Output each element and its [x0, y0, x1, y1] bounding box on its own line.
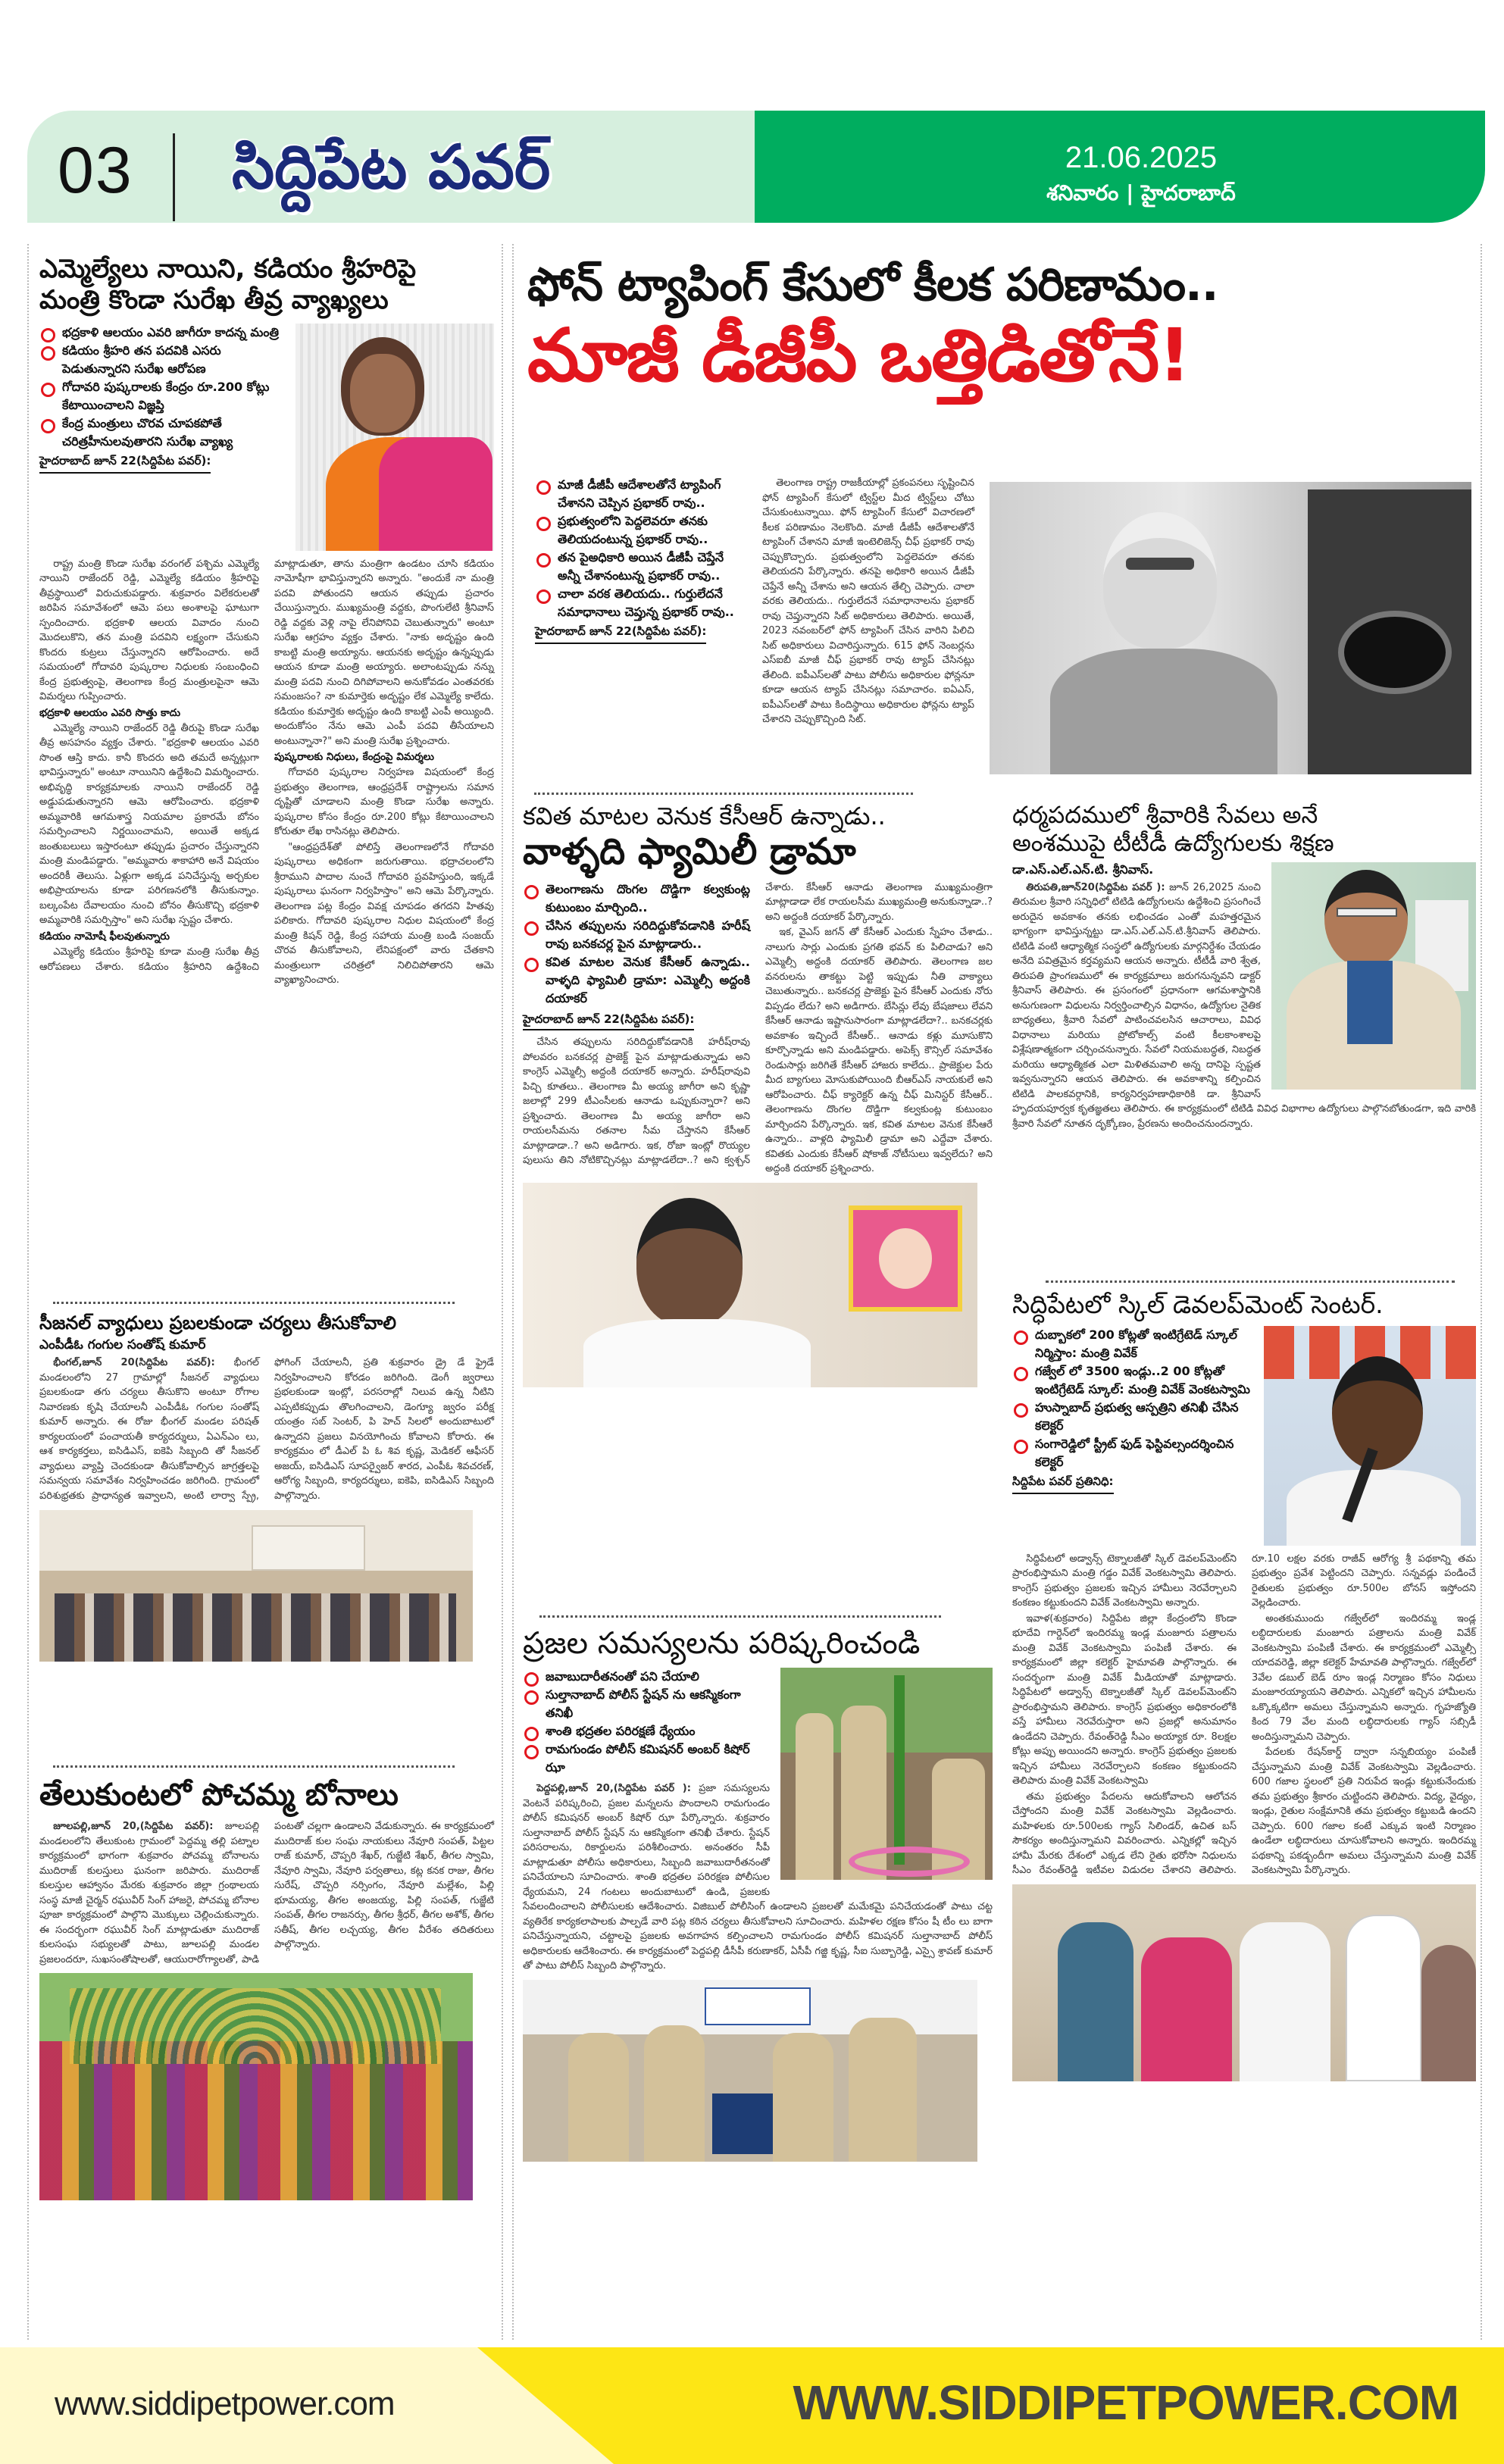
highlight-item: చాలా వరక తెలియదు.. గుర్తులేదనే సమాధానాలు చెప్తున్న ప్రభాకర్ రావు..	[535, 585, 747, 621]
surekha-highlights	[39, 324, 494, 451]
seasonal-body	[39, 1356, 494, 1504]
highlight-item: భద్రకాళి ఆలయం ఎవరి జాగీరూ కాదన్న మంత్రి	[39, 324, 494, 342]
srinivas-photo	[1271, 862, 1476, 1090]
phone-tapping-dateline: హైదరాబాద్ జూన్ 22(సిద్దిపేట పవర్):	[535, 624, 706, 644]
paper-name-logo: సిద్దిపేట పవర్	[232, 132, 551, 202]
phone-tapping-headline-2: మాజీ డీజీపీ ఒత్తిడితోనే!	[527, 313, 1190, 398]
ttd-headline-line2: అంశముపై టీటీడీ ఉద్యోగులకు శిక్షణ	[1012, 830, 1334, 858]
issue-date: 21.06.2025	[1065, 141, 1218, 174]
ttd-dateline: తిరుపతి,జూన్20(సిద్దిపేట పవర్ ):	[1026, 881, 1165, 893]
kcr-paragraph: ఇక, వైఎస్ జగన్ తో కేసీఆర్ ఎందుకు స్నేహం చేశాడు.. నాలుగు సార్లు ఎందుకు ప్రగతి భవన్ కు పిలిచాడు? అని ఎమ్మెల్సీ అద్దంకి దయాకర్ తెలిపారు. తెలంగాణ జల వనరులను తాకట్టు పెట్టి ఇప్పుడు నీతి వాక్యాలు చెబుతున్నారు.. బనకచర్ల ప్రాజెక్టు పైన కేసీఆర్ ఎందుకు నోరు విప్పడం లేదు? అని అడిగారు. బేసిన్లు లేవు బేషజాలు లేవని కేసీఆర్ ఆనాడు ఇష్టానుసారంగా మాట్లాడలేదా?.. బనకచర్లకు అవకాశం ఇచ్చిందే కేసీఆర్.. ఆనాడు కళ్లు మూసుకొని కూర్చొన్నాడు అని మండిపడ్డారు. అపెక్స్ కౌన్సిల్ సమావేశం రెండుసార్లు జరిగితే కేసీఆర్ హాజరు కాలేదు.. ప్రాజెక్టుల పేరు మీద బ్యాగులు మోసుకుపోయింది బీఆర్ఎస్ నాయకులే అని ఆరోపించారు. చీఫ్ క్యారెక్టర్ ఉన్న చీఫ్ మినిస్టర్ కేసీఆర్.. తెలంగాణను దొంగల దొడ్డిగా కల్వకుంట్ల కుటుంబం మార్చిందని పేర్కొన్నారు. ఇక, కవిత మాటల వెనుక కేసీఆరే ఉన్నారు.. వాళ్లది ఫ్యామిలీ డ్రామా అని ఎద్దేవా చేశారు. కవితకు ఎందుకు కేసీఆర్ షోకాజ్ నోటీసులు ఇవ్వలేదు? అని అద్దంకి దయాకర్ ప్రశ్నించారు.	[765, 927, 993, 1175]
ttd-headline	[1012, 802, 1476, 858]
phone-tapping-story	[527, 258, 1474, 407]
highlight-item: కవిత మాటల వెనుక కేసీఆర్ ఉన్నాడు.. వాళ్ళది ఫ్యామిలీ డ్రామా: ఎమ్మెల్సీ అద్దంకి దయాకర్	[523, 953, 750, 1008]
highlight-item: తన పైఅధికారి అయిన డీజీపీ చెప్తేనే అన్నీ చేశానంటున్న ప్రభాకర్ రావు..	[535, 549, 747, 585]
surekha-paragraph: ఎమ్మెల్యే నాయిని రాజేందర్ రెడ్డి తీరుపై కొండా సురేఖ తీవ్ర అసహనం వ్యక్తం చేశారు. "భద్రకాళి ఆలయం ఎవరి సొంత ఆస్తి కాదు. కానీ కొందరు అది తమదే అన్నట్లుగా భావిస్తున్నారు" అంటూ నాయినిని ఉద్దేశించి విమర్శించారు. అభివృద్ధి కార్యక్రమాలకు నాయిని రాజేందర్ రెడ్డి అడ్డుపడుతున్నారని ఆమె ఆరోపించారు. భద్రకాళి అమ్మవారికి ఆగమశాస్త్ర నియమాల ప్రకారమే బోనం సమర్పించాలని నిర్ణయించామని, అయితే అక్కడ జంతుబలులు ఇస్తారంటూ తప్పుడు ప్రచారం చేస్తున్నారని మంత్రి మండిపడ్డారు. "అమ్మవారు శాకాహారి అనే విషయం అందరికీ తెలుసు. ఏళ్లుగా అక్కడ పనిచేస్తున్న అర్చకుల అభిప్రాయాలను కూడా పరిగణనలోకి తీసుకున్నాం. బల్కంపేట దేవాలయం నుంచి బోనం తీసుకొచ్చి భద్రకాళి అమ్మవారికి సమర్పిస్తాం" అని సురేఖ స్పష్టం చేశారు.	[39, 722, 259, 927]
highlight-item: గోదావరి పుష్కరాలకు కేంద్రం రూ.200 కోట్లు కేటాయించాలని విజ్ఞప్తి	[39, 378, 494, 414]
highlight-item: చేసిన తప్పులను సరిదిద్దుకోవడానికి హరీష్ రావు బనకచర్ల పైన మాట్లాడారు..	[523, 917, 750, 953]
police-paragraph: ప్రజా సమస్యలను వెంటనే పరిష్కరించి, ప్రజల మన్నలను పొందాలని రామగుండం పోలీస్ కమిషనర్ అంబర్ కిషోర్ ఝా పేర్కొన్నారు. శుక్రవారం సుల్తానాబాద్ పోలీస్ స్టేషన్ ను ఆకస్మికంగా తనిఖీ చేశారు. స్టేషన్ పరిసరాలను, రికార్డులను పరిశీలించారు. అనంతరం సీపీ మాట్లాడుతూ పోలీసు అధికారులు, సిబ్బంది జవాబుదారీతనంతో పనిచేయాలని సూచించారు. శాంతి భద్రతల పరిరక్షణ పోలీసుల ధ్యేయమని, 24 గంటలు అందుబాటులో ఉండి, ప్రజలకు సేవలందించాలని పోలీసులకు ఆదేశించారు. విజిబుల్ పోలీసింగ్ ఉండాలని ప్రజలతో మమేకమై పనిచేయడంతో పాటు చట్ట వ్యతిరేక కార్యకలాపాలకు పాల్పడే వారి పట్ల కఠిన చర్యలు తీసుకోవాలని సూచించారు. మహిళల రక్షణ కోసం షీ టీం లు బాగా పనిచేస్తున్నాయని, చట్టాలపై ప్రజలకు అవగాహన కల్పించాలని రామగుండం పోలీస్ కమిషనర్ సుల్తానాబాద్ పోలీస్ అధికారులకు ఆదేశించారు. ఈ కార్యక్రమంలో పెద్దపల్లి డీసీపీ కరుణాకర్, ఏసీపీ గజ్జి కృష్ణ, సీఐ సుబ్బారెడ్డి, ఎస్సై శ్రావణ్ కుమార్ తో పాటు పోలీస్ సిబ్బంది పాల్గొన్నారు.	[523, 1783, 993, 1972]
phone-tapping-paragraph: తెలంగాణ రాష్ట్ర రాజకీయాల్లో ప్రకంపనలు సృష్టించిన ఫోన్ ట్యాపింగ్ కేసులో ట్విస్ట్‌ల మీద ట్విస్ట్‌లు చోటు చేసుకుంటున్నాయి. ఫోన్ ట్యాపింగ్ కేసులో విచారణలో కీలక పరిణామం నెలకొంది. మాజీ డీజీపీ ఆదేశాలతోనే ట్యాపింగ్ చేశానని మాజీ ఇంటెలిజెన్స్ చీఫ్ ప్రభాకర్ రావు చెప్పుకొచ్చారు. ప్రభుత్వంలోని పెద్దలెవరూ తనకు తెలియదని పేర్కొన్నారు. తనపై అధికారి అయిన డీజీపీ చెప్తేనే అన్నీ చేశాను అని ఆయన తేల్చి చెప్పారు. చాలా వరకు తెలియదు.. గుర్తులేదనే సమాధానాలను ప్రభాకర్ రావు చెప్తున్నారని సిట్ అధికారులు తెలిపారు. అయితే, 2023 నవంబర్‌లో ఫోన్ ట్యాపింగ్ చేసిన వారిని పిలిచి సిట్ అధికారులు విచారిస్తున్నారు. 615 ఫోన్ నెంబర్లను ఎస్ఐబీ మాజీ చీఫ్ ప్రభాకర్ రావు ట్యాప్ చేసినట్లు తేలింది. ఐపీఎస్‌లతో పాటు పోలీసు అధికారుల ఫోన్లనూ కూడా ఆయన ట్యాప్ చేసినట్లు సమాచారం. ఐఏఎస్, ఐపీఎస్‌లతో పాటు కిందిస్థాయి అధికారుల ఫోన్లను ట్యాప్ చేశారని చెప్పుకొచ్చింది సిట్.	[762, 477, 974, 725]
seasonal-meeting-photo	[39, 1510, 473, 1662]
highlight-item: ప్రభుత్వంలోని పెద్దలెవరూ తనకు తెలియదంటున్న ప్రభాకర్ రావు..	[535, 512, 747, 549]
surekha-paragraph: "ఆంధ్రప్రదేశ్‌తో పోలిస్తే తెలంగాణలోనే గోదావరి పుష్కరాలు అధికంగా జరుగుతాయి. భద్రాచలంలోని శ్రీరాముని పాదాల నుంచే గోదావరి ప్రవహిస్తుంది, ఇక్కడే పుష్కరాలు ఘనంగా నిర్వహిస్తాం" అని ఆమె పేర్కొన్నారు. తెలంగాణ పట్ల కేంద్రం వివక్ష చూపడం తగదని హితవు పలికారు. గోదావరి పుష్కరాల నిధుల విషయంలో కేంద్ర మంత్రి కిషన్ రెడ్డి, కేంద్ర సహాయ మంత్రి బండి సంజయ్ చొరవ తీసుకోవాలని, లేనిపక్షంలో వారు చేతకాని మంత్రులుగా చరిత్రలో నిలిచిపోతారని ఆమె వ్యాఖ్యానించారు.	[274, 841, 494, 987]
surekha-body	[39, 557, 494, 988]
highlight-item: మాజీ డీజీపీ ఆదేశాలతోనే ట్యాపింగ్ చేశానని చెప్పిన ప్రభాకర్ రావు..	[535, 476, 747, 512]
kcr-headline-1: కవిత మాటల వెనుక కేసీఆర్ ఉన్నాడు..	[523, 802, 886, 830]
bonalu-body	[39, 1819, 494, 1967]
highlight-item: కేంద్ర మంత్రులు చొరవ చూపకపోతే చరిత్రహీనులవుతారని సురేఖ వ్యాఖ్య	[39, 414, 494, 451]
divider	[539, 1615, 941, 1618]
masthead-left-panel	[27, 111, 755, 223]
surekha-paragraph: గోదావరి పుష్కరాల నిర్వహణ విషయంలో కేంద్ర ప్రభుత్వం తెలంగాణ, ఆంధ్రప్రదేశ్ రాష్ట్రాలను సమాన దృష్టితో చూడాలని మంత్రి కొండా సురేఖ అన్నారు. పుష్కరాల కోసం కేంద్రం రూ.200 కోట్లు కేటాయించాలని కోరుతూ లేఖ రాసినట్లు తెలిపారు.	[274, 767, 494, 838]
skill-highlights	[1012, 1326, 1476, 1471]
police-story	[523, 1625, 993, 2162]
prabhakar-rao-photo	[990, 482, 1471, 774]
skill-paragraph: తమ ప్రభుత్వం పేదలను ఆదుకోవాలని ఆలోచన చేస్తోందని మంత్రి వివేక్ వెంకటస్వామి వెల్లడించారు. మహిళలకు రూ.500లకు గ్యాస్ సిలిండర్, ఉచిత బస్ సౌకర్యం అందిస్తున్నామని వివరించారు. ఎన్నికల్లో ఇచ్చిన హామీ మేరకు దేశంలో ఎక్కడ లేని రైతు భరోసా నిధులను సీఎం రేవంత్‌రెడ్డి ఇటీవల విడుదల చేశారని తెలిపారు. రూ.10 లక్షల వరకు రాజీవ్ ఆరోగ్య శ్రీ పథకాన్ని తమ ప్రభుత్వం ప్రవేశ పెట్టిందని చెప్పారు. సన్నవడ్లు పండించే రైతులకు ప్రభుత్వం రూ.500ల బోనస్ ఇస్తోందని వెల్లడించారు.	[1012, 1553, 1476, 1877]
skill-paragraph: సిద్ధిపేటలో అడ్వాన్స్ టెక్నాలజీతో స్కిల్ డెవలప్‌మెంట్‌ని ప్రారంభిస్తామని మంత్రి గడ్డం వివేక్ వెంకటస్వామి తెలిపారు. కాంగ్రెస్ ప్రభుత్వం ప్రజలకు ఇచ్చిన హామీలు నెరవేర్చాలని కంకణం కట్టుకుందని వివేక్ వెంకటస్వామి అన్నారు.	[1012, 1553, 1237, 1609]
highlight-item: కడియం శ్రీహరి తన పదవికి ఎసరు పెడుతున్నారని సురేఖ ఆరోపణ	[39, 342, 494, 378]
skill-paragraph: పేదలకు రేషన్‌కార్డ్ ద్వారా సన్నబియ్యం పంపిణీ చేస్తున్నామని మంత్రి వివేక్ వెంకటస్వామి వెల్లడించారు. 600 గజాల స్థలంలో ప్రతి నిరుపేద ఇండ్లు కట్టుకునేందుకు తమ ప్రభుత్వం శ్రీకారం చుట్టిందని తెలిపారు. విద్య, వైద్యం, ఇండ్లు, రైతుల సంక్షేమానికి తమ ప్రభుత్వం కట్టుబడి ఉందని చెప్పారు. 600 గజాల కంటే ఎక్కువ ఇంటి నిర్మాణం ఉండేలా లబ్ధిదారులు చూసుకోవాలని అన్నారు. ఇందిరమ్మ పథకాన్ని పకడ్బందీగా అమలు చేస్తున్నామని మంత్రి వివేక్ వెంకటస్వామి పేర్కొన్నారు.	[1252, 1746, 1476, 1877]
divider	[1046, 1280, 1455, 1283]
divider	[53, 1302, 455, 1304]
footer-banner	[0, 2347, 1504, 2464]
surekha-headline-line1: ఎమ్మెల్యేలు నాయిని, కడియం శ్రీహరిపై	[39, 254, 417, 284]
kcr-headline-2: వాళ్ళది ఫ్యామిలీ డ్రామా	[523, 830, 856, 874]
highlight-item: సుల్తానాబాద్ పోలీస్ స్టేషన్ ను ఆకస్మికంగా తనిఖీ	[523, 1686, 993, 1722]
highlight-item: జవాబుదారీతనంతో పని చేయాలి	[523, 1668, 993, 1686]
skill-paragraph: అంతకుముందు గజ్వేల్‌లో ఇందిరమ్మ ఇండ్ల లబ్ధిదారులకు మంజూరు పత్రాలను మంత్రి వివేక్ వెంకటస్వామి పంపిణీ చేశారు. ఈ కార్యక్రమంలో ఎమ్మెల్సీ యాదవరెడ్డి, జిల్లా కలెక్టర్ హేమావతి పాల్గొన్నారు. గజ్వేల్‌లో 3వేల డబుల్ బెడ్ రూం ఇండ్ల నిర్మాణం కోసం నిధులు మంజూరయ్యాయని తెలిపారు. ఎన్నికలో ఇచ్చిన హామీలను ఒక్కొక్కటిగా అమలు చేస్తున్నామని అన్నారు. గృహజ్యోతి కింద 79 వేల మంది లబ్ధిదారులకు గ్యాస్ సబ్సిడీ అందిస్తున్నామని చెప్పారు.	[1252, 1612, 1476, 1743]
footer-website-banner[interactable]: WWW.SIDDIPETPOWER.COM	[793, 2375, 1459, 2430]
surekha-subhead-1: భద్రకాళి ఆలయం ఎవరి సొత్తు కాదు	[39, 706, 180, 719]
phone-tapping-highlights	[535, 476, 747, 621]
kcr-highlights	[523, 880, 750, 1008]
highlight-item: శాంతి భద్రతల పరిరక్షణే ధ్యేయం	[523, 1722, 993, 1740]
masthead-divider	[173, 133, 175, 221]
ttd-byline: డా.ఎస్.ఎల్.ఎన్.టి. శ్రీనివాస్.	[1012, 862, 1154, 877]
highlight-item: దుబ్బాకలో 200 కోట్లతో ఇంటిగ్రేటెడ్ స్కూల్ నిర్మిస్తాం: మంత్రి వివేక్	[1012, 1326, 1476, 1362]
page-number: 03	[58, 134, 133, 207]
masthead	[27, 111, 1485, 224]
phone-tapping-body	[762, 476, 974, 728]
phone-tapping-headline-1: ఫోన్ ట్యాపింగ్ కేసులో కీలక పరిణామం..	[527, 258, 1218, 311]
kcr-body	[523, 880, 993, 1177]
ttd-headline-line1: ధర్మపదములో శ్రీవారికి సేవలు అనే	[1012, 802, 1318, 829]
surekha-subhead-3: పుష్కరాలకు నిధులు, కేంద్రంపై విమర్శలు	[274, 751, 434, 764]
highlight-item: సంగారెడ్డిలో స్ట్రీట్ ఫుడ్ ఫెస్టివల్సందర్శించిన కలెక్టర్	[1012, 1435, 1476, 1471]
phone-tapping-text	[535, 476, 974, 728]
kcr-dateline: హైదరాబాద్ జూన్ 22(సిద్దిపేట పవర్):	[523, 1011, 694, 1031]
highlight-item: తెలంగాణను దొంగల దొడ్డిగా కల్వకుంట్ల కుటుంబం మార్చింది..	[523, 880, 750, 917]
divider	[53, 1765, 455, 1768]
surekha-paragraph: ఎమ్మెల్యే కడియం శ్రీహరిపై కూడా మంత్రి సురేఖ తీవ్ర ఆరోపణలు చేశారు. కడియం శ్రీహరిని ఉద్దేశించి మాట్లాడుతూ, తాను మంత్రిగా ఉండటం చూసి కడియం నామోషీగా భావిస్తున్నారని అన్నారు. "అందుకే నా మంత్రి పదవి పోతుందని ఆయన తప్పుడు ప్రచారం చేయిస్తున్నారు. ముఖ్యమంత్రి వద్దకు, పొంగులేటి శ్రీనివాస్ రెడ్డి వద్దకు వెళ్లి నాపై లేనిపోనివి చెబుతున్నారు" అంటూ సురేఖ ఆగ్రహం వ్యక్తం చేశారు. "నాకు అదృష్టం ఉంది కాబట్టి మంత్రి అయ్యాను. ఆయనకు అదృష్టం ఉన్నప్పుడు ఆయన కూడా మంత్రి అయ్యారు. అలాంటప్పుడు నన్ను మంత్రి పదవి నుంచి దిగిపోవాలని అనుకోవడం ఎంతవరకు సమంజసం? నా కుమార్తెకు అదృష్టం లేక ఎమ్మెల్యే కాలేదు. కడియం కుమార్తెకు అదృష్టం ఉంది కాబట్టి ఎంపీ అయ్యింది. అందుకోసం నేను ఆమె ఎంపీ పదవి తీసేయాలని అంటున్నానా?" అని మంత్రి సురేఖ ప్రశ్నించారు.	[39, 558, 494, 973]
highlight-item: హుస్నాబాద్ ప్రభుత్వ ఆస్పత్రిని తనిఖీ చేసిన కలెక్టర్	[1012, 1399, 1476, 1435]
seasonal-dateline: భీంగల్,జూన్ 20(సిద్దిపేట పవర్):	[53, 1357, 215, 1369]
issue-day-place: శనివారం | హైదరాబాద్	[1046, 180, 1236, 205]
footer-website-link[interactable]: www.siddipetpower.com	[55, 2385, 395, 2422]
bonalu-paragraph: జూలపల్లి మండలంలోని తేలుకుంట గ్రామంలో పెద్దమ్మ తల్లి పట్నాల కార్యక్రమంలో భాగంగా శుక్రవారం పోచమ్మ బోనాలను ముదిరాజ్ కులస్తులు ఘనంగా జరిపారు. ముదిరాజ్ కులస్తుల ఆహ్వానం మేరకు శుక్రవారం జిల్లా గ్రంథాలయ సంస్థ మాజీ చైర్మన్ రఘువీర్ సింగ్ హాజరై, పోచమ్మ బోనాల పూజా కార్యక్రమంలో పాల్గొని మొక్కులు చెల్లించుకున్నారు. ఈ సందర్భంగా రఘువీర్ సింగ్ మాట్లాడుతూ ముదిరాజ్ కులసంఘ సభ్యులతో పాటు, జూలపల్లి మండల ప్రజలందరూ, సుఖసంతోషాలతో, ఆయురారోగ్యాలతో, పాడి పంటతో చల్లగా ఉండాలని వేడుకున్నారు. ఈ కార్యక్రమంలో ముదిరాజ్ కుల సంఘ నాయకులు నేవూరి సంపత్, పిట్టల రాజ్ కుమార్, చొప్పరి శేఖర్, గుజ్జేటి శేఖర్, తీగల స్వామి, నేవూరి స్వామి, నేవూరి పర్వతాలు, కట్ల కనక రాజు, తీగల సురేష్, చొప్పరి నర్సింగం, నేవూరి మల్లేశం, పిల్లి భూమయ్య, తీగల అంజయ్య, పిల్లి సంపత్, గుజ్జేటి సంపత్, తీగల రాజనర్సు, తీగల శ్రీధర్, తీగల అశోక్, తీగల సతీష్, తీగల లచ్చయ్య, తీగల వీరేశం తదితరులు పాల్గొన్నారు.	[39, 1821, 494, 1965]
skill-body	[1012, 1552, 1476, 1879]
surekha-subhead-2: కడియం నామోషీ ఫీలవుతున్నారు	[39, 930, 170, 943]
police-highlights	[523, 1668, 993, 1777]
ttd-story	[1012, 802, 1476, 1132]
addanki-dayakar-photo	[523, 1183, 977, 1387]
divider	[534, 793, 913, 795]
police-dateline: పెద్దపల్లి,జూన్ 20,(సిద్దిపేట పవర్ ):	[536, 1783, 691, 1794]
kcr-paragraph: చేసిన తప్పులను సరిదిద్దుకోవడానికి హరీష్‌రావు పోలవరం బనకచర్ల ప్రాజెక్ట్ పైన మాట్లాడుతున్నాడు అని కాంగ్రెస్ ఎమ్మెల్సీ అద్దంకి దయాకర్ అన్నారు. హరీష్‌రావువి పిచ్చి కూతలు.. తెలంగాణ మీ అయ్య జాగీరా అని కృష్ణా జలాల్లో 299 టీఎంసీలకు ఆనాడు ఒప్పుకున్నారా? అని ప్రశ్నించారు. తెలంగాణ మీ అయ్య జాగీరా అని రాయలసీమను రతనాల సీమ చేస్తానని కేసీఆర్ మాట్లాడాడా..? అని అడిగారు. ఇక, రోజా ఇంట్లో రొయ్యల పులుసు తిని నోటికొచ్చినట్లు మాట్లాడలేదా..? అని క్వశ్చన్ చేశారు. కేసీఆర్ ఆనాడు తెలంగాణ ముఖ్యమంత్రిగా మాట్లాడాడా లేక రాయలసీమ ముఖ్యమంత్రి అనుకున్నాడా..? అని అద్దంకి దయాకర్ పేర్కొన్నారు.	[523, 881, 993, 1167]
surekha-dateline: హైదరాబాద్ జూన్ 22(సిద్దిపేట పవర్):	[39, 454, 211, 474]
skill-headline: సిద్ధిపేటలో స్కిల్ డెవలప్‌మెంట్ సెంటర్.	[1012, 1290, 1384, 1319]
bonalu-story	[39, 1777, 494, 2200]
police-station-photo	[523, 1980, 977, 2162]
bonalu-headline: తేలుకుంటలో పోచమ్మ బోనాలు	[39, 1778, 399, 1812]
police-headline: ప్రజల సమస్యలను పరిష్కరించండి	[523, 1626, 921, 1661]
highlight-item: రామగుండం పోలీస్ కమిషనర్ అంబర్ కిషోర్ ఝా	[523, 1740, 993, 1777]
surekha-story	[39, 254, 494, 988]
seasonal-paragraph: భీంగల్ మండలంలోని 27 గ్రామాల్లో సీజనల్ వ్యాధులు ప్రబలకుండా తగు చర్యలు తీసుకొని అంటూ రోగాల నివారణకు కృషి చేయాలనీ ఎంపీడీఓ గంగుల సంతోష్ కుమార్ అన్నారు. ఈ రోజు భీంగల్ మండల పరిషత్ కార్యలయంలో పంచాయతీ కార్యదర్శులు, ఏఎన్ఎం లు, ఆశ కార్యకర్తలు, ఐసిడిఎస్, ఐకెపి సిబ్బంది తో సీజనల్ వ్యాధులు వ్యాప్తి చెందకుండా తీసుకోవాల్సిన జాగ్రత్తలపై సమన్వయ సమావేశం నిర్వహించడం జరిగింది. గ్రామంలో పరిశుభ్రతకు ప్రాధాన్యత ఇవ్వాలని, అంటి లార్వా స్ప్రే, ఫోగింగ్ చేయాలనీ, ప్రతి శుక్రవారం డ్రై డే ఫ్రైడే నిర్వహించాలని కోరడం జరిగింది. డెంగీ జ్వరాలు ప్రభలకుండా ఇంట్లో, పరసరాల్లో నిలువ ఉన్న నీటిని ఎప్పటికప్పుడు తొలగించాలని, డెంగ్యూ జ్వరం పరీక్ష యంత్రం సబ్ సెంటర్, పి హెచ్ సిలలో అందుబాటులో ఉన్నాదని ప్రజలు వినయోగించు కోవాలని కోరారు. ఈ కార్యక్రమం లో డీఎల్ పి ఓ శివ కృష్ణ, మెడికల్ ఆఫీసర్ అజయ్, ఐసిడిఎస్ సూపర్వైజర్ శారద, ఎంపీఓ శివచరణ్, ఆరోగ్య సిబ్బంది, కార్యదర్శులు, ఐకెపి, ఐసిడిఎస్ సిబ్బంది పాల్గొన్నారు.	[39, 1357, 494, 1502]
surekha-headline	[39, 254, 494, 316]
bonalu-festival-photo	[39, 1973, 473, 2200]
surekha-headline-line2: మంత్రి కొండా సురేఖ తీవ్ర వ్యాఖ్యలు	[39, 284, 389, 315]
skill-dateline: సిద్దిపేట పవర్ ప్రతినిధి:	[1012, 1474, 1114, 1494]
kcr-story	[523, 802, 993, 1387]
skill-story	[1012, 1290, 1476, 2081]
seasonal-story	[39, 1312, 494, 1662]
seasonal-subheadline: ఎంపీడీఓ గంగుల సంతోష్ కుమార్	[39, 1337, 206, 1352]
highlight-item: గజ్వేల్ లో 3500 ఇండ్లు..2 00 కోట్లతో ఇంటిగ్రేటెడ్ స్కూల్: మంత్రి వివేక్ వెంకటస్వామి	[1012, 1362, 1476, 1399]
skill-paragraph: ఇవాళ(శుక్రవారం) సిద్దిపేట జిల్లా కేంద్రంలోని కొండా భూదేవి గార్డెన్‌లో ఇందిరమ్మ ఇండ్ల మంజూరు పత్రాలను మంత్రి వివేక్ వెంకటస్వామి పంపిణీ చేశారు. ఈ కార్యక్రమంలో జిల్లా కలెక్టర్ హైమావతి పాల్గొన్నారు. ఈ సందర్భంగా మంత్రి వివేక్ మీడియాతో మాట్లాడారు. సిద్ధిపేటలో అడ్వాన్స్ టెక్నాలజీతో స్కిల్ డెవలప్‌మెంట్‌ని ప్రారంభిస్తామని తెలిపారు. కాంగ్రెస్ ప్రభుత్వం అధికారంలోకి వస్తే హామీలు నెరవేరుస్తారా అని ప్రజల్లో అనుమానం ఉండేదని చెప్పారు. రేవంత్‌రెడ్డి సీఎం అయ్యాక రూ. 8లక్షల కోట్లు అప్పు అయిందని అన్నారు. కాంగ్రెస్ ప్రభుత్వం ప్రజలకు ఇచ్చిన హామీలు నెరవేర్చాలని కంకణం కట్టుకుందని తెలిపారు మంత్రి వివేక్ వెంకటస్వామి	[1012, 1612, 1237, 1787]
housing-distribution-photo	[1012, 1884, 1476, 2081]
seasonal-headline: సీజనల్ వ్యాధులు ప్రబలకుండా చర్యలు తీసుకోవాలి	[39, 1312, 396, 1334]
surekha-paragraph: రాష్ట్ర మంత్రి కొండా సురేఖ వరంగల్ పశ్చిమ ఎమ్మెల్యే నాయిని రాజేందర్ రెడ్డి, ఎమ్మెల్యే కడియం శ్రీహరిపై తీవ్రస్థాయిలో విరుచుకుపడ్డారు. శుక్రవారం విలేకరులతో జరిపిన సమావేశంలో ఆమె పలు అంశాలపై ఘాటుగా స్పందించారు. భద్రకాళి ఆలయ వివాదం నుంచి మొదలుకొని, తన మంత్రి పదవిని లక్ష్యంగా చేసుకుని కొందరు కుట్రలు చేస్తున్నారని ఆరోపించారు. అదే సమయంలో గోదావరి పుష్కరాల నిధులకు సంబంధించి కేంద్ర ప్రభుత్వంపై, తెలంగాణ కేంద్ర మంత్రులపైనా ఆమె విమర్శలు గుప్పించారు.	[39, 558, 259, 703]
bonalu-dateline: జూలపల్లి,జూన్ 20,(సిద్దిపేట పవర్):	[53, 1821, 214, 1832]
ttd-paragraph: జూన్ 26,2025 నుంచి తిరుమల శ్రీవారి సన్నిధిలో టిటిడి ఉద్యోగులను ఉద్దేశించి ప్రసంగించే అరుదైన అవకాశం తనకు లభించడం ఎంతో మహత్తరమైన భాగ్యంగా భావిస్తున్నట్టు డా.ఎస్.ఎల్.ఎన్.టి.శ్రీనివాస్ తెలిపారు. టిటిడి వంటి ఆధ్యాత్మిక సంస్థలో ఉద్యోగులకు మార్గనిర్దేశం చేయడం అనేది పవిత్రమైన కర్తవ్యమని ఆయన అన్నారు. టీటీడీ వారి శ్వేత, తిరుపతి ప్రాంగణములో ఈ కార్యక్రమాలు జరుగనున్నవని డాక్టర్ శ్రీనివాస్ తెలిపారు. ఈ ప్రసంగంలో ప్రధానంగా ఆగమశాస్త్రానికి అనుగుణంగా విధులను నిర్వర్తించాల్సిన విధానం, ఉద్యోగుల నైతిక బాధ్యతలు, శ్రీవారి సేవలో పాటించవలసిన ఆచారాలు, వివిధ విధానాలు మరియు ప్రోటోకాల్స్ వంటి కీలకాంశాలపై విశ్లేషణాత్మకంగా చర్చించనున్నారు. సేవలో నియమబద్ధత, నిబద్ధత మరియు ఆధ్యాత్మికత ఎలా మిళితమవాలి అన్న దానిపై స్పష్టత ఇవ్వనున్నారని ఆయన తెలిపారు. ఈ అవకాశాన్ని కల్పించిన టిటిడి పాలకవర్గానికి, కార్యనిర్వహణాధికారికి డా. శ్రీనివాస్ హృదయపూర్వక కృతజ్ఞతలు తెలిపారు. ఈ కార్యక్రమంలో టిటిడి వివిధ విభాగాల ఉద్యోగులు పాల్గొనబోతుండగా, ఇది వారికి శ్రీవారి సేవలో నూతన దృక్కోణం, ప్రేరణను అందించనుందన్నారు.	[1012, 881, 1476, 1130]
